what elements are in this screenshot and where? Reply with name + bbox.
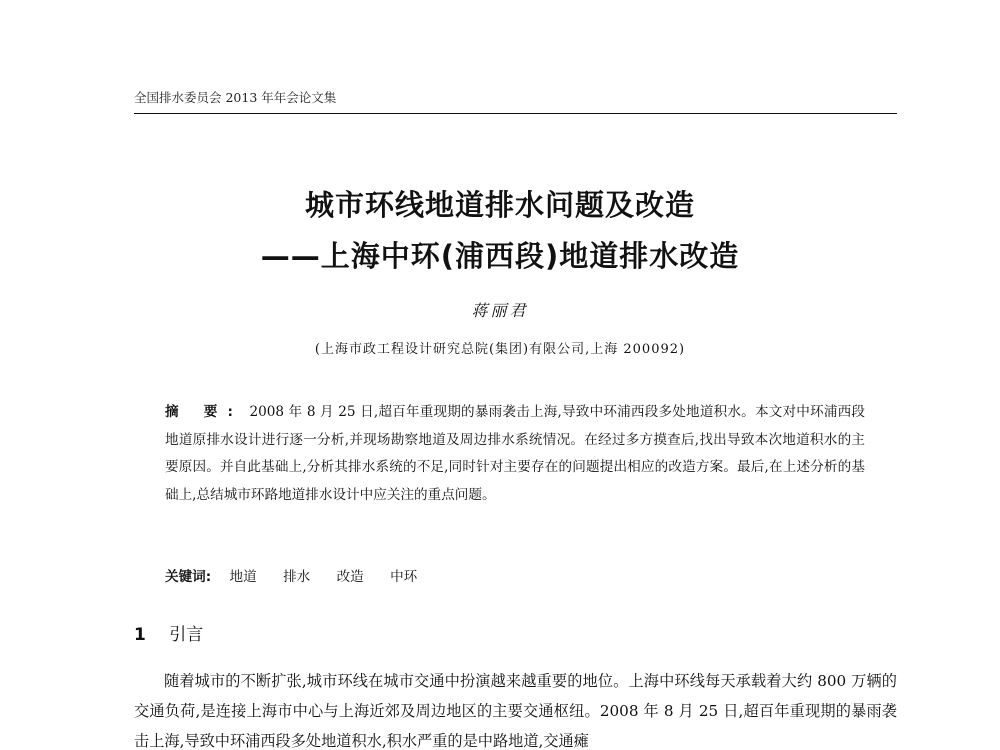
abstract-text: 2008 年 8 月 25 日,超百年重现期的暴雨袭击上海,导致中环浦西段多处地道积水。本文对中环浦西段地道原排水设计进行逐一分析,并现场勘察地道及周边排水系统情况。在经过多方摸查后,找出导致本次地道积水的主要原因。并自此基础上,分析其排水系统的不足,同时针对主要存在的问题提出相应的改造方案。最后,在上述分析的基础上,总结城市环路地道排水设计中应关注的重点问题。 xyxy=(165,404,865,503)
keyword-item: 中环 xyxy=(390,569,418,585)
keyword-item: 改造 xyxy=(336,569,364,585)
abstract xyxy=(165,399,865,509)
section-heading-introduction xyxy=(134,620,203,645)
running-head: 全国排水委员会 2013 年年会论文集 xyxy=(134,90,337,105)
author-affiliation: (上海市政工程设计研究总院(集团)有限公司,上海 200092) xyxy=(314,342,686,357)
body-paragraph: 随着城市的不断扩张,城市环线在城市交通中扮演越来越重要的地位。上海中环线每天承载着大约 800 万辆的交通负荷,是连接上海市中心与上海近郊及周边地区的主要交通枢纽。2008 年 8 月 25 日,超百年重现期的暴雨袭击上海,导致中环浦西段多处地道积水,积水严重的是中路地道,交通瘫 xyxy=(134,672,897,750)
keyword-item: 地道 xyxy=(229,569,257,585)
paper-title-line2: ——上海中环(浦西段)地道排水改造 xyxy=(260,239,740,273)
keywords xyxy=(165,565,439,585)
keywords-label: 关键词: xyxy=(165,569,212,585)
author-name: 蒋丽君 xyxy=(471,301,529,320)
section-number: 1 xyxy=(134,625,146,645)
section-title: 引言 xyxy=(169,625,204,645)
keyword-item: 排水 xyxy=(283,569,311,585)
paper-title-line1: 城市环线地道排水问题及改造 xyxy=(304,188,695,222)
abstract-label: 摘 要: xyxy=(165,404,243,420)
header-rule xyxy=(134,113,897,114)
